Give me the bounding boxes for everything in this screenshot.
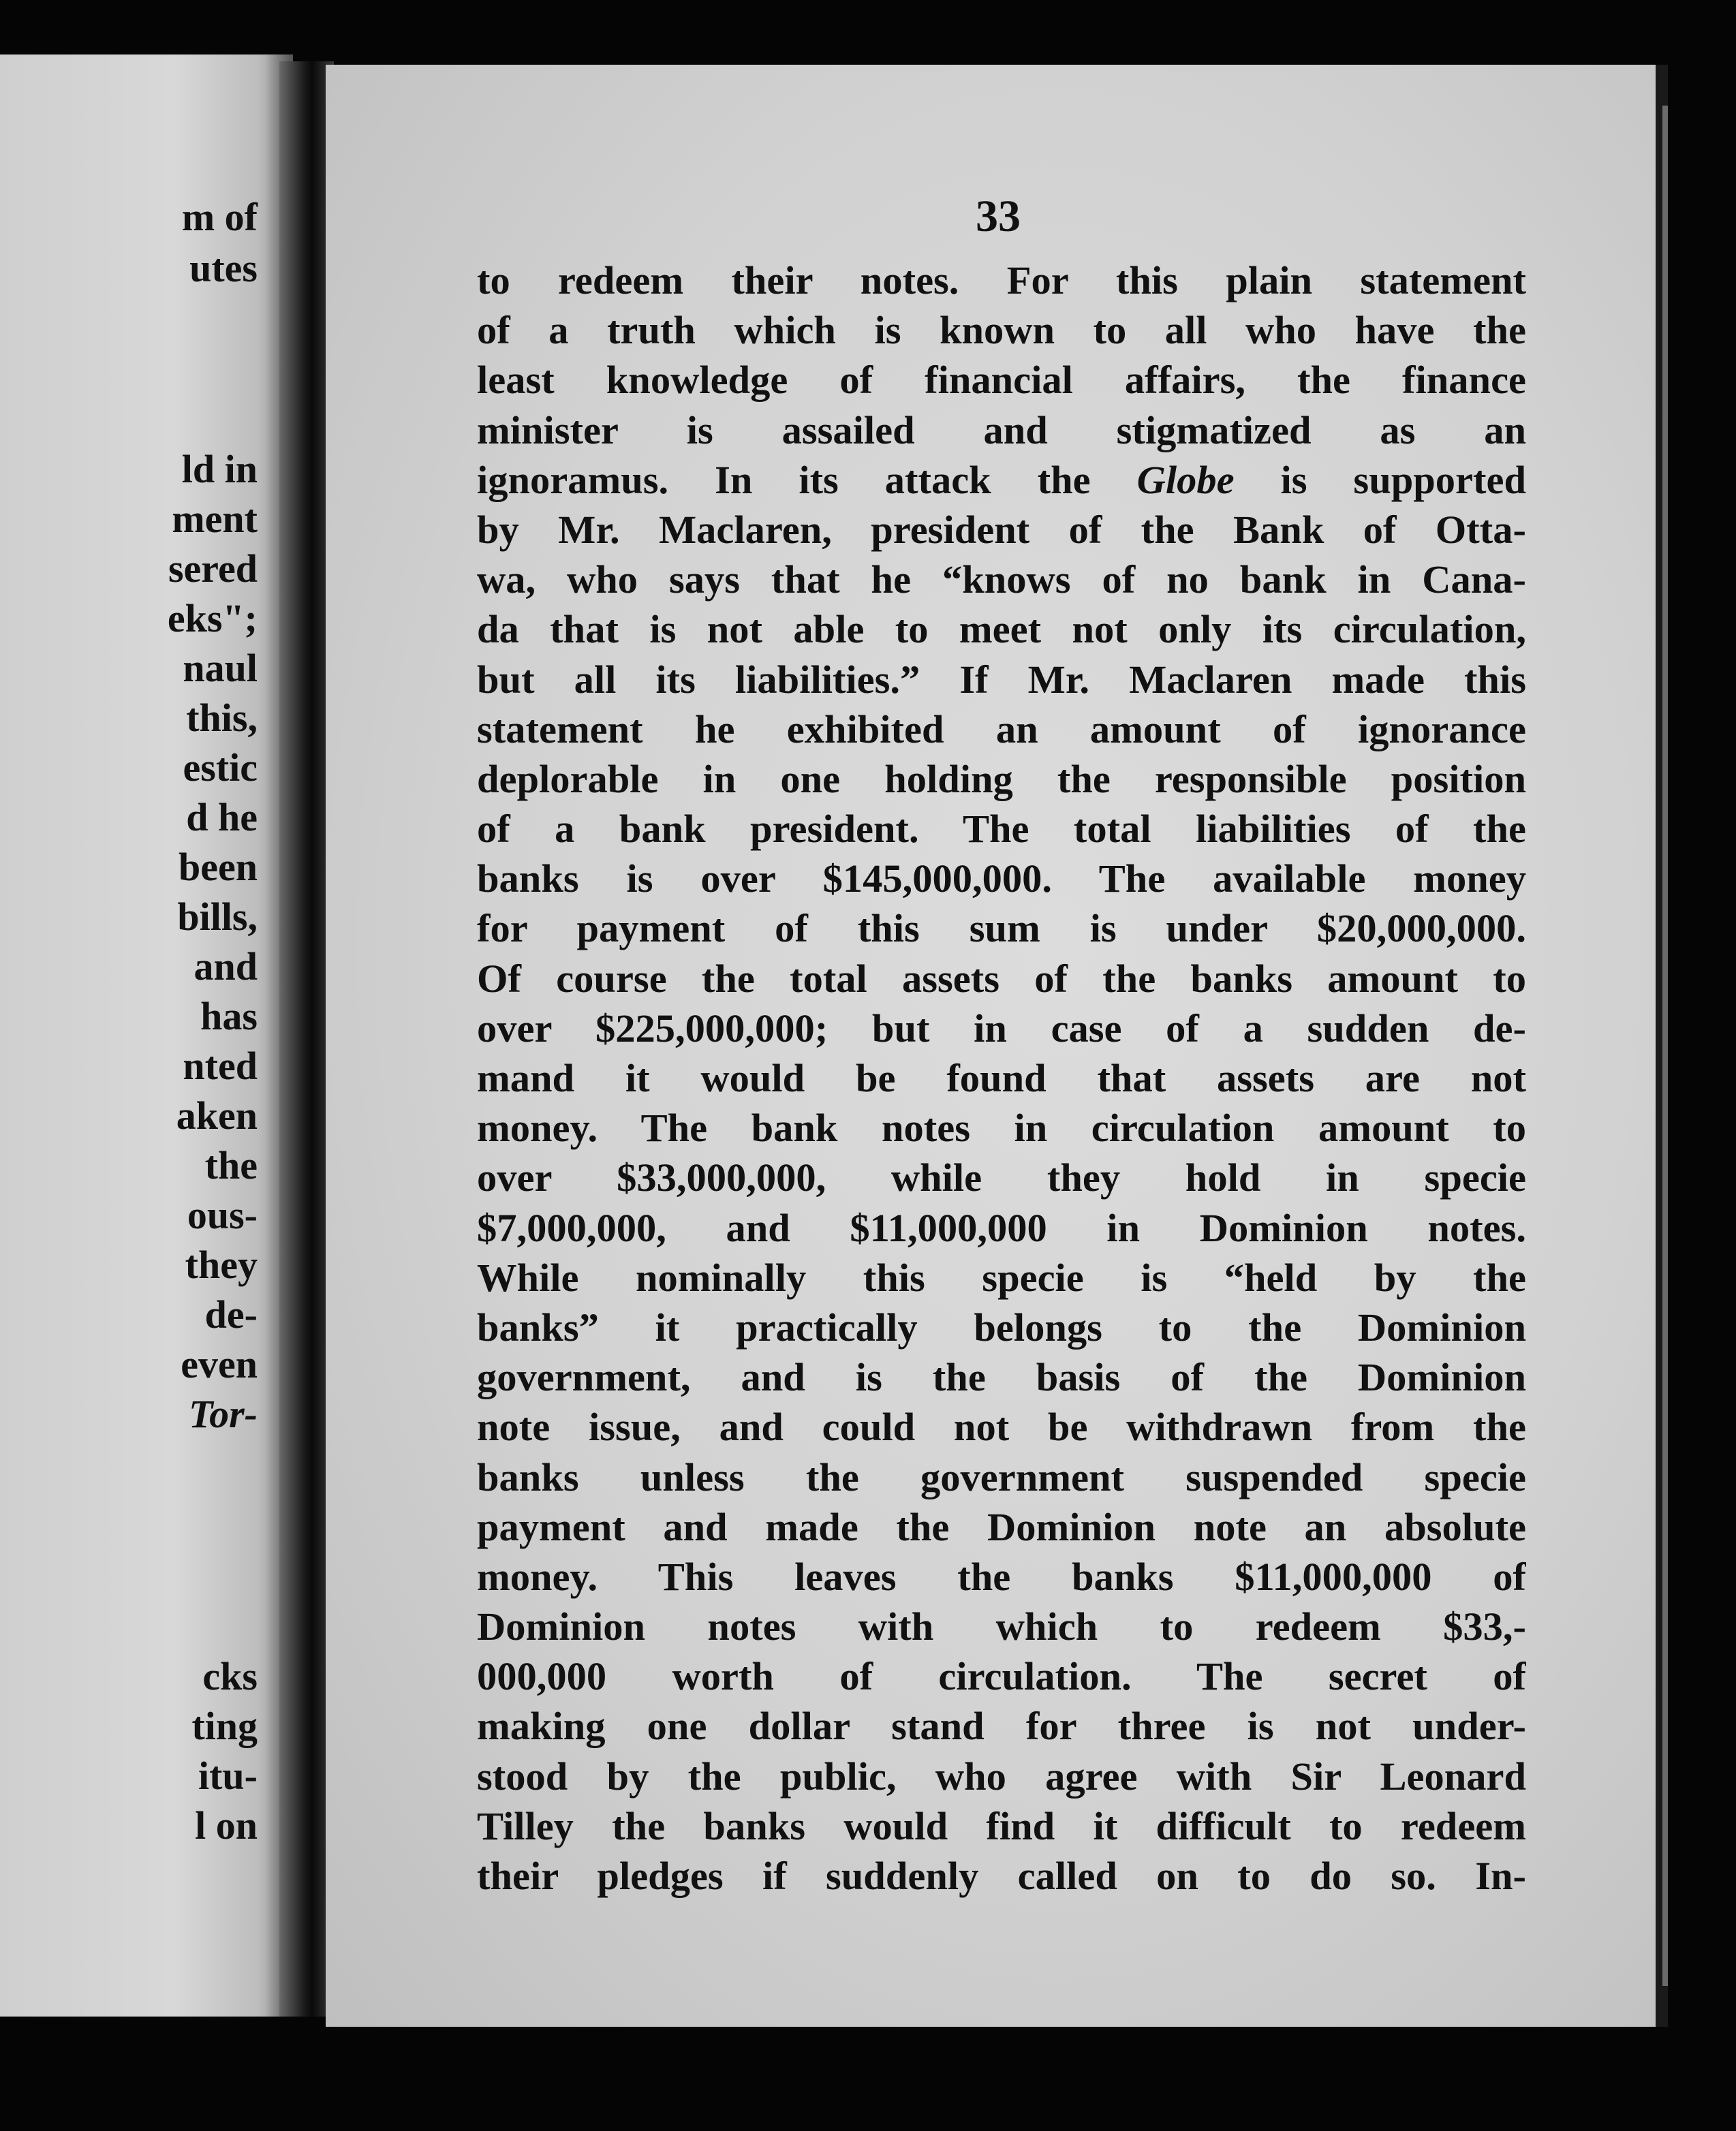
body-line: Dominion notes with which to redeem $33,- [477,1604,1526,1649]
body-line: mand it would be found that assets are not [477,1056,1526,1100]
body-line: $7,000,000, and $11,000,000 in Dominion notes. [477,1205,1526,1250]
previous-page-line: has [200,994,258,1038]
previous-page-line: sered [168,546,258,591]
body-line: banks is over $145,000,000. The available money [477,856,1526,901]
body-line: statement he exhibited an amount of ignorance [477,706,1526,751]
body-line: their pledges if suddenly called on to do so. In- [477,1854,1526,1898]
italic-title: Globe [1136,457,1235,502]
body-line: stood by the public, who agree with Sir Leonard [477,1754,1526,1799]
body-line: over $33,000,000, while they hold in specie [477,1155,1526,1200]
body-line: of a bank president. The total liabilities of the [477,807,1526,852]
previous-page-line: bills, [177,895,258,939]
previous-page-line: and [193,944,258,989]
previous-page-line: estic [183,745,258,790]
previous-page-line: even [181,1342,258,1386]
previous-page-line: been [179,845,258,889]
body-line: for payment of this sum is under $20,000,000. [477,906,1526,951]
body-line: da that is not able to meet not only its circulation, [477,607,1526,652]
body-line: 000,000 worth of circulation. The secret of [477,1654,1526,1699]
body-line: deplorable in one holding the responsible position [477,756,1526,801]
body-line: least knowledge of financial affairs, the finance [477,358,1526,403]
body-line: wa, who says that he “knows of no bank in Cana- [477,557,1526,602]
previous-page-line: itu- [198,1754,258,1798]
previous-page-line: d he [186,795,258,839]
previous-page-line: ous- [187,1193,258,1237]
body-line: over $225,000,000; but in case of a sudden de- [477,1006,1526,1051]
body-line: by Mr. Maclaren, president of the Bank of Otta- [477,507,1526,552]
body-line: money. This leaves the banks $11,000,000 of [477,1554,1526,1599]
body-line: of a truth which is known to all who have the [477,308,1526,353]
previous-page-line: aken [176,1093,258,1138]
previous-page-line: de- [204,1292,258,1337]
body-line: government, and is the basis of the Dominion [477,1355,1526,1400]
body-line: making one dollar stand for three is not under- [477,1704,1526,1749]
body-line: Tilley the banks would find it difficult to redeem [477,1803,1526,1848]
previous-page-line: the [204,1143,258,1187]
body-line: to redeem their notes. For this plain statement [477,258,1526,302]
body-line: Of course the total assets of the banks amount to [477,956,1526,1001]
previous-page-line: naul [183,646,258,690]
body-line: banks unless the government suspended specie [477,1455,1526,1499]
previous-page-line: ment [172,497,258,541]
previous-page-line: ld in [181,447,258,491]
body-line: but all its liabilities.” If Mr. Maclaren made this [477,657,1526,702]
previous-page-line: eks"; [167,596,258,640]
previous-page-line: ting [191,1704,258,1748]
previous-page-line: l on [195,1803,258,1848]
body-line: minister is assailed and stigmatized as an [477,407,1526,452]
page-body-text [477,255,1526,1901]
body-line: payment and made the Dominion note an absolute [477,1504,1526,1549]
page-edge [1662,106,1668,1986]
previous-page-line: this, [186,696,258,740]
previous-page-fragment [0,55,293,2017]
body-line: banks” it practically belongs to the Dominion [477,1305,1526,1350]
body-line: money. The bank notes in circulation amount to [477,1106,1526,1151]
body-line: note issue, and could not be withdrawn from the [477,1405,1526,1450]
previous-page-line: nted [183,1044,258,1088]
body-line: While nominally this specie is “held by the [477,1255,1526,1300]
previous-page-line: they [185,1243,258,1287]
previous-page-line: utes [189,246,258,290]
previous-page-line: cks [202,1654,258,1698]
page-number: 33 [976,191,1021,241]
previous-page-line: m of [181,195,258,239]
previous-page-line: Tor- [189,1392,258,1436]
body-line: ignoramus. In its attack the Globe is supported [477,457,1526,502]
